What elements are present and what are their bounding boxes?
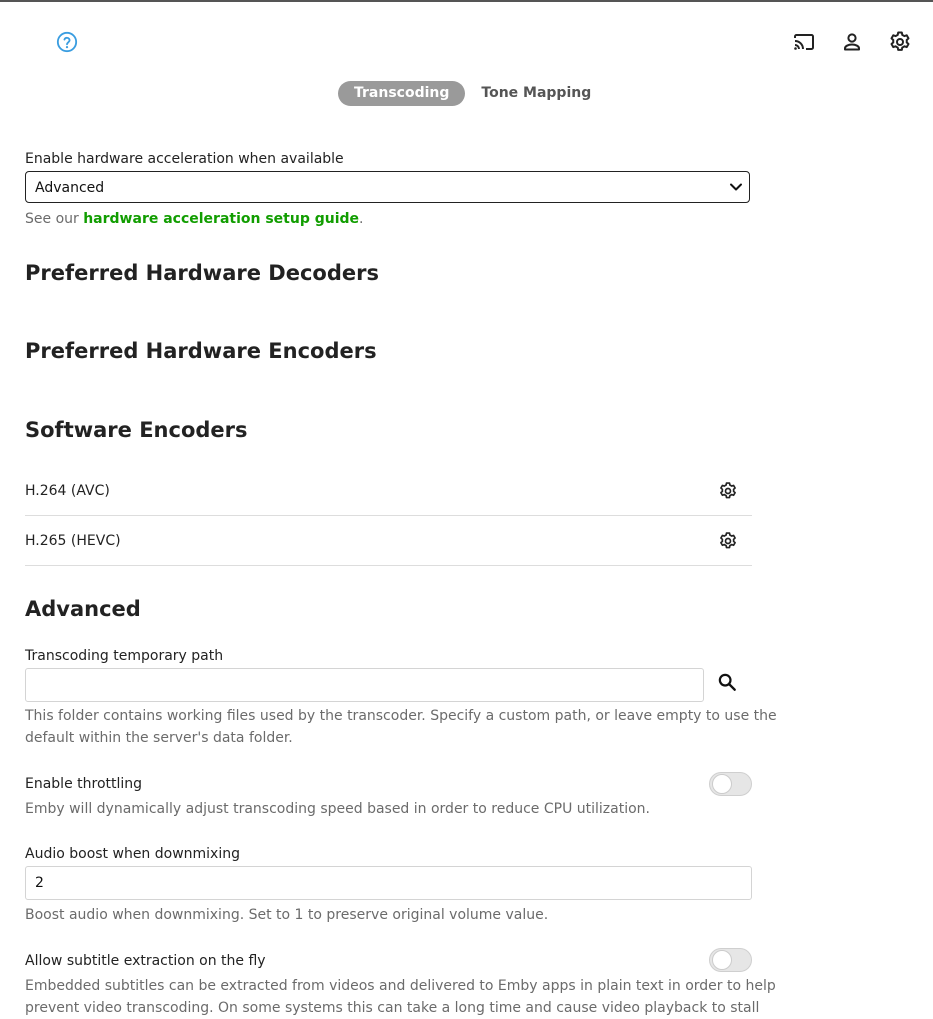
hint-prefix: See our [25, 211, 84, 227]
hardware-acceleration-value: Advanced [35, 180, 105, 196]
subtitle-extraction-toggle[interactable] [709, 948, 752, 972]
temp-path-label: Transcoding temporary path [25, 648, 224, 664]
audio-boost-label: Audio boost when downmixing [25, 846, 240, 862]
audio-boost-hint: Boost audio when downmixing. Set to 1 to preserve original volume value. [25, 907, 549, 923]
toggle-knob [712, 950, 732, 970]
list-item [25, 467, 752, 516]
setup-guide-link[interactable]: hardware acceleration setup guide [83, 211, 360, 227]
tab-tone-mapping[interactable]: Tone Mapping [481, 85, 592, 101]
search-icon[interactable] [716, 671, 738, 693]
user-icon[interactable] [840, 30, 864, 54]
throttling-toggle[interactable] [709, 772, 752, 796]
gear-icon[interactable] [718, 481, 738, 501]
chevron-down-icon [729, 180, 743, 194]
subtitle-extraction-hint [25, 975, 776, 1019]
tab-transcoding[interactable]: Transcoding [338, 81, 465, 106]
gear-icon[interactable] [718, 531, 738, 551]
subtitle-extraction-hint-line-1: Embedded subtitles can be extracted from videos and delivered to Emby apps in plain text in order to help [25, 978, 776, 994]
cast-icon[interactable] [792, 30, 816, 54]
temp-path-input[interactable] [25, 668, 704, 702]
temp-path-hint-line-1: This folder contains working files used by the transcoder. Specify a custom path, or leave empty to use the [25, 708, 777, 724]
temp-path-hint [25, 705, 777, 749]
encoder-name: H.264 (AVC) [25, 483, 110, 499]
toggle-knob [712, 774, 732, 794]
hardware-acceleration-hint [25, 208, 364, 230]
temp-path-hint-line-2: default within the server's data folder. [25, 730, 293, 746]
audio-boost-input[interactable] [25, 866, 752, 900]
hint-suffix: . [359, 211, 364, 227]
tab-bar [338, 81, 607, 106]
help-circle-icon[interactable] [56, 31, 78, 53]
encoder-name: H.265 (HEVC) [25, 533, 121, 549]
throttling-hint: Emby will dynamically adjust transcoding speed based in order to reduce CPU utilization. [25, 801, 650, 817]
window-top-border [0, 0, 933, 2]
subtitle-extraction-hint-line-2: prevent video transcoding. On some systems this can take a long time and cause video playback to stall [25, 1000, 760, 1016]
list-item [25, 517, 752, 566]
throttling-label: Enable throttling [25, 776, 143, 792]
gear-icon[interactable] [888, 30, 912, 54]
hardware-acceleration-label: Enable hardware acceleration when available [25, 151, 344, 167]
preferred-encoders-heading: Preferred Hardware Encoders [25, 339, 377, 363]
subtitle-extraction-label: Allow subtitle extraction on the fly [25, 953, 266, 969]
preferred-decoders-heading: Preferred Hardware Decoders [25, 261, 379, 285]
hardware-acceleration-select[interactable] [25, 171, 750, 203]
software-encoders-heading: Software Encoders [25, 418, 248, 442]
advanced-heading: Advanced [25, 597, 141, 621]
